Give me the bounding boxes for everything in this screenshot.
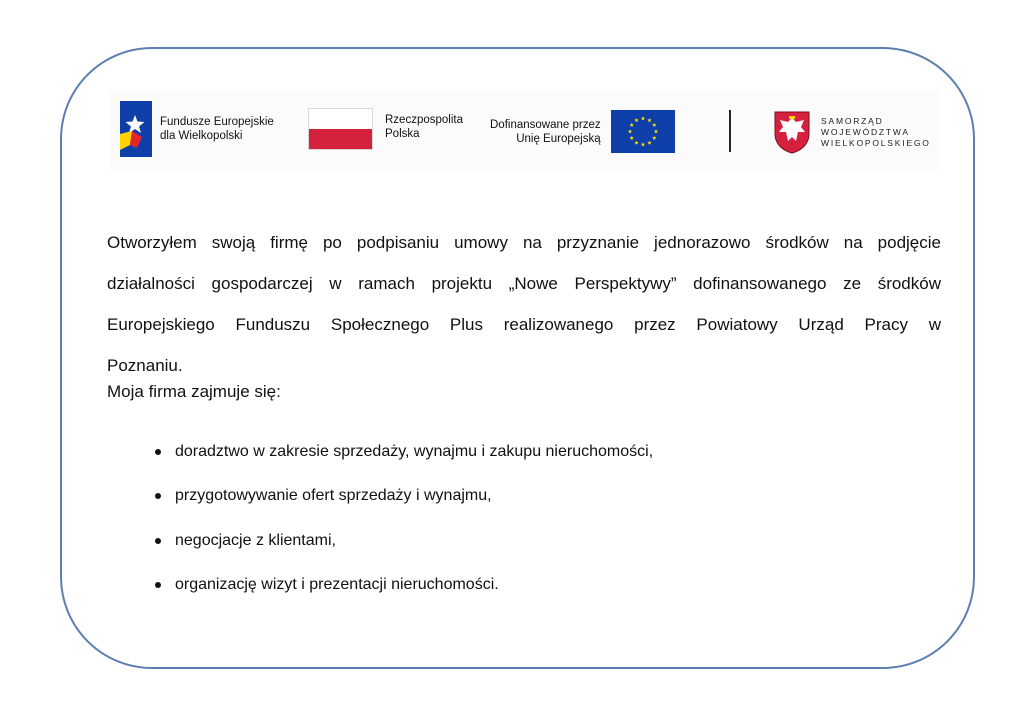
main-paragraph <box>107 222 941 386</box>
list-item-text: organizację wizyt i prezentacji nieruchomości. <box>175 576 499 593</box>
rzeczpospolita-polska-logo <box>308 108 463 150</box>
bullet-icon <box>155 493 161 499</box>
pl-logo-line2: Polska <box>385 128 420 140</box>
fe-logo-line1: Fundusze Europejskie <box>160 116 274 128</box>
fundusze-europejskie-logo <box>120 101 274 157</box>
bullet-icon <box>155 582 161 588</box>
list-item <box>155 529 653 552</box>
eu-cofinancing-logo <box>490 110 675 153</box>
paragraph-line: Poznaniu. <box>107 356 183 375</box>
wlkp-logo-line2: WOJEWÓDZTWA <box>821 126 910 137</box>
samorzad-wielkopolski-logo <box>773 110 931 154</box>
polish-flag-icon <box>308 108 373 150</box>
paragraph-line: działalności gospodarczej w ramach projektu „Nowe Perspektywy” dofinansowanego ze środków <box>107 274 941 293</box>
activities-intro: Moja firma zajmuje się: <box>107 382 281 401</box>
list-item <box>155 574 653 597</box>
paragraph-line: Europejskiego Funduszu Społecznego Plus realizowanego przez Powiatowy Urząd Pracy w <box>107 315 941 334</box>
wlkp-logo-line3: WIELKOPOLSKIEGO <box>821 137 931 148</box>
wlkp-logo-line1: SAMORZĄD <box>821 115 884 126</box>
activities-list <box>155 440 653 618</box>
list-item <box>155 485 653 508</box>
paragraph-line: Otworzyłem swoją firmę po podpisaniu umowy na przyznanie jednorazowo środków na podjęcie <box>107 233 941 252</box>
fe-logo-line2: dla Wielkopolski <box>160 130 243 142</box>
logo-divider <box>729 110 731 152</box>
eu-logo-line1: Dofinansowane przez <box>490 118 601 131</box>
eu-flag-icon <box>611 110 675 153</box>
coat-of-arms-eagle-icon <box>773 110 811 154</box>
list-item-text: doradztwo w zakresie sprzedaży, wynajmu i zakupu nieruchomości, <box>175 442 654 460</box>
bullet-icon <box>155 449 161 455</box>
list-item-text: przygotowywanie ofert sprzedaży i wynajmu, <box>175 487 492 504</box>
eu-logo-line2: Unię Europejską <box>516 132 601 145</box>
list-item-text: negocjacje z klientami, <box>175 531 336 549</box>
bullet-icon <box>155 538 161 544</box>
list-item <box>155 440 653 463</box>
pl-logo-line1: Rzeczpospolita <box>385 114 463 126</box>
fundusze-europejskie-icon <box>120 101 152 157</box>
